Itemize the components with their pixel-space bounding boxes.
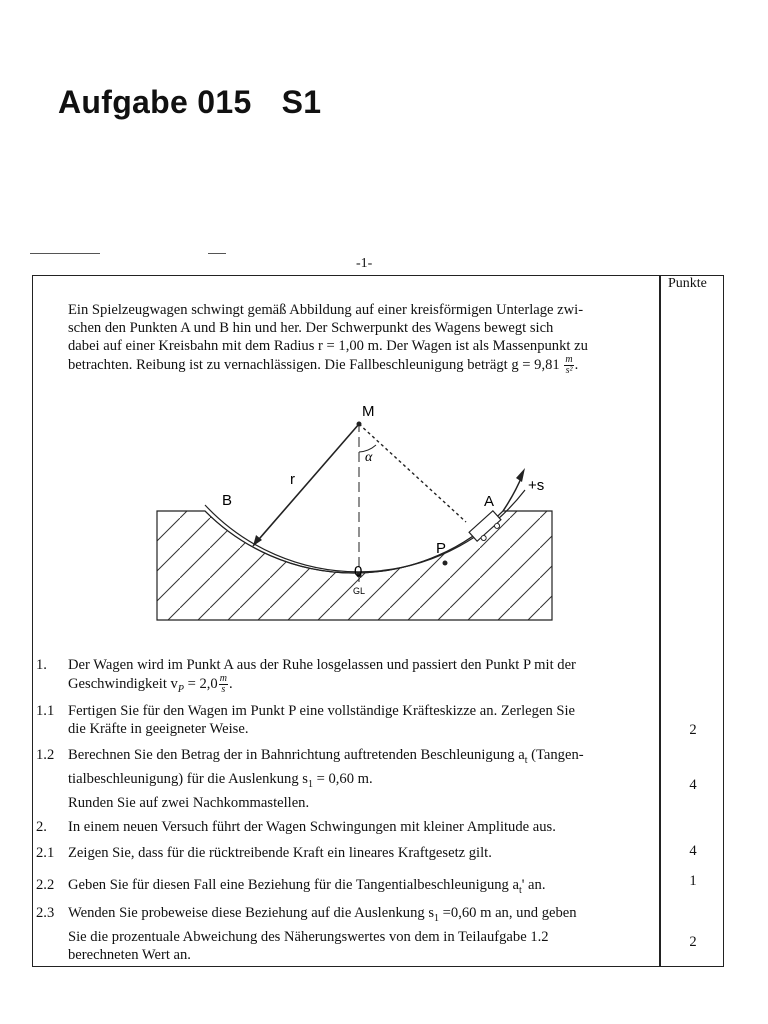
points-column-divider [659,275,661,967]
task-number: 2.2 [36,877,55,893]
task-2-1-text: Zeigen Sie, dass für die rücktreibende Kraft ein lineares Kraftgesetz gilt. [68,845,492,861]
task-number: 1.1 [36,703,55,719]
task-1-velocity-line: Geschwindigkeit $v_P = 2,0$ $\frac{m}{s}$ . [68,673,233,695]
task-number: 2.3 [36,905,55,921]
intro-paragraph [68,301,588,376]
label-A: A [484,493,495,510]
page-number: -1- [356,256,373,271]
intro-line-gravity: betrachten. Reibung ist zu vernachlässigen. Die Fallbeschleunigung beträgt g = 9,81 $\frac{m}{\text{s²}}$ . [68,354,579,376]
header-rule [30,253,100,254]
point-M-dot [357,422,362,427]
s-arrowhead [516,468,525,482]
velocity-unit-fraction: $\frac{m}{s}$ [219,673,227,695]
task-2-3-text: Wenden Sie probeweise diese Beziehung auf die Auslenkung $s_1 =0,60$ m an, und geben Sie die prozentuale Abweichung des Näherungswertes von dem in Teilaufgabe 1.2 berechneten Wert an. [68,905,577,963]
label-M: M [362,403,375,420]
task-code: S1 [281,84,322,120]
task-title: Aufgabe 015 [58,84,252,120]
label-B: B [222,492,233,509]
task-1-text: Der Wagen wird im Punkt A aus der Ruhe losgelassen und passiert den Punkt P mit der Geschwindigkeit $v_P = 2,0$ $\frac{m}{s}$ . [68,656,576,699]
task-number: 2. [36,819,47,835]
task-2-2-text: Geben Sie für diesen Fall eine Beziehung für die Tangentialbeschleunigung $a_t'$ an. [68,877,546,896]
points-column-header: Punkte [668,276,707,291]
intro-line: dabei auf einer Kreisbahn mit dem Radius r = 1,00 m. Der Wagen ist als Massenpunkt zu [68,338,588,354]
label-GL: GL [353,586,366,596]
points-value: 2 [689,934,697,950]
deflection-line-dashed [359,424,466,522]
task-2-text: In einem neuen Versuch führt der Wagen Schwingungen mit kleiner Amplitude aus. [68,819,556,835]
task-1-2-text: Berechnen Sie den Betrag der in Bahnrichtung auftretenden Beschleunigung $a_t$ (Tangen- tialbeschleunigung) für die Auslenkung $s_1 = 0,60$ m. Runden Sie auf zwei Nachkommastellen. [68,747,584,811]
task-number: 2.1 [36,845,55,861]
label-alpha: α [365,450,373,465]
task-number: 1.2 [36,747,55,763]
point-P-dot [443,561,448,566]
intro-line: Ein Spielzeugwagen schwingt gemäß Abbildung auf einer kreisförmigen Unterlage zwi- [68,302,584,318]
points-value: 2 [689,722,697,738]
pendulum-track-figure [150,398,570,628]
gravity-unit-fraction: $\frac{m}{\text{s²}}$ [565,354,573,376]
points-value: 1 [689,873,697,889]
points-value: 4 [689,843,697,859]
label-r: r [290,471,295,488]
intro-line: schen den Punkten A und B hin und her. Der Schwerpunkt des Wagens bewegt sich [68,320,554,336]
label-0: 0 [354,563,363,580]
radius-line [253,424,359,546]
header-rule [208,253,226,254]
page-title [58,84,321,121]
s-direction-arrow [503,476,522,511]
task-1-1-text: Fertigen Sie für den Wagen im Punkt P eine vollständige Kräfteskizze an. Zerlegen Sie die Kräfte in geeigneter Weise. [68,703,576,737]
label-plus-s: +s [528,477,545,494]
task-number: 1. [36,657,47,673]
label-P: P [436,540,447,557]
points-value: 4 [689,777,697,793]
